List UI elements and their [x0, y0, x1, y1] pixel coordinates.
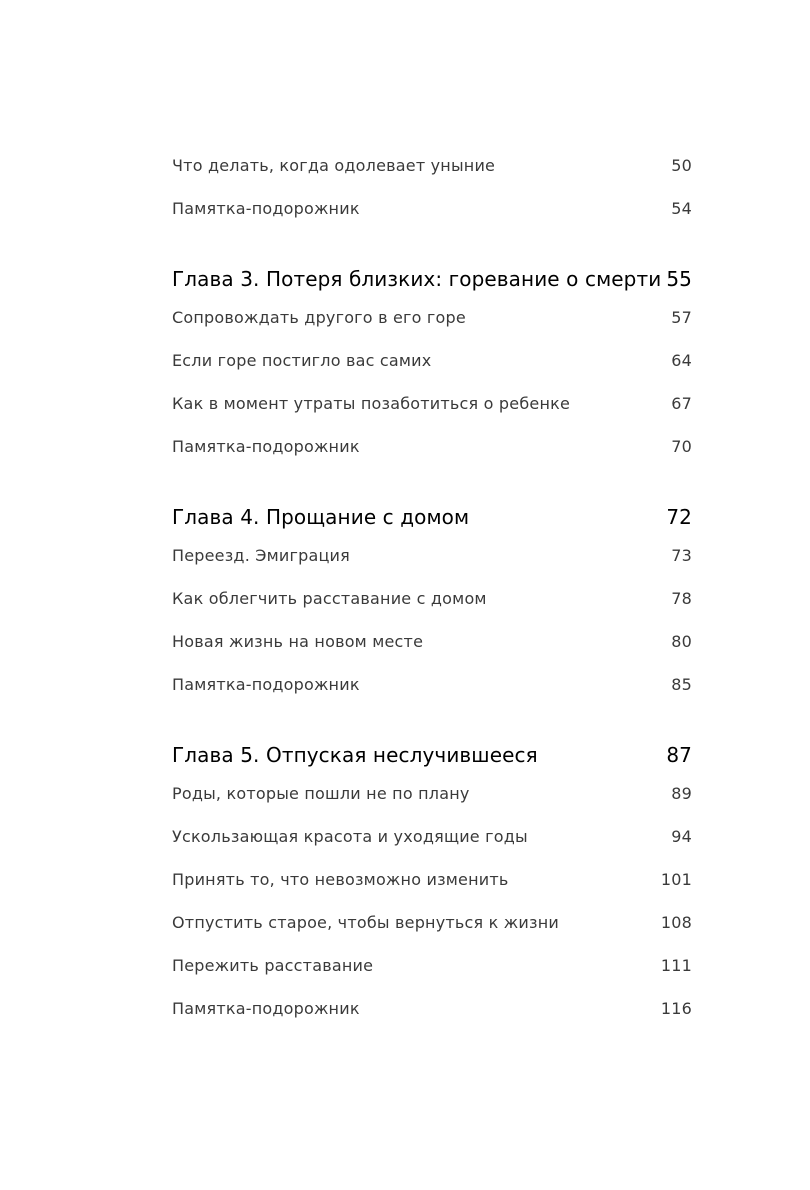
toc-entry — [172, 827, 692, 846]
chapter-title: Глава 3. Потеря близких: горевание о смерти — [172, 267, 662, 291]
toc-entry-title: Ускользающая красота и уходящие годы — [172, 827, 528, 846]
toc-entry-title: Памятка-подорожник — [172, 437, 360, 456]
toc-entry-page: 50 — [671, 156, 692, 175]
toc-entry — [172, 156, 692, 175]
toc-entry-title: Новая жизнь на новом месте — [172, 632, 424, 651]
chapter-page: 55 — [666, 267, 692, 291]
toc-entry-title: Памятка-подорожник — [172, 199, 360, 218]
toc-entry-page: 57 — [671, 308, 692, 327]
toc-entry — [172, 956, 692, 975]
toc-entry — [172, 394, 692, 413]
toc-entry — [172, 913, 692, 932]
toc-entry-page: 116 — [660, 999, 692, 1018]
toc-entry-page: 64 — [671, 351, 692, 370]
toc-entry-title: Что делать, когда одолевает уныние — [172, 156, 496, 175]
toc-entry-page: 89 — [671, 784, 692, 803]
chapter-heading — [172, 743, 692, 767]
toc-entry-title: Памятка-подорожник — [172, 675, 360, 694]
toc-entry-title: Пережить расставание — [172, 956, 374, 975]
toc-entry-page: 73 — [671, 546, 692, 565]
toc-entry — [172, 675, 692, 694]
toc-entry — [172, 589, 692, 608]
toc-entry-page: 111 — [660, 956, 692, 975]
toc-entry — [172, 437, 692, 456]
toc-entry-title: Переезд. Эмиграция — [172, 546, 350, 565]
toc-entry-title: Роды, которые пошли не по плану — [172, 784, 470, 803]
toc-entry-page: 101 — [660, 870, 692, 889]
chapter-page: 72 — [666, 505, 692, 529]
chapter-title: Глава 4. Прощание с домом — [172, 505, 470, 529]
toc-entry-title: Если горе постигло вас самих — [172, 351, 432, 370]
toc-entry — [172, 632, 692, 651]
chapter-heading — [172, 267, 692, 291]
toc-entry — [172, 308, 692, 327]
toc-entry-title: Принять то, что невозможно изменить — [172, 870, 509, 889]
chapter-title: Глава 5. Отпуская неслучившееся — [172, 743, 538, 767]
chapter-heading — [172, 505, 692, 529]
toc-entry-title: Отпустить старое, чтобы вернуться к жизни — [172, 913, 559, 932]
toc-entry-page: 85 — [671, 675, 692, 694]
toc-entry — [172, 870, 692, 889]
toc-entry-page: 94 — [671, 827, 692, 846]
toc-entry — [172, 999, 692, 1018]
toc-entry-page: 80 — [671, 632, 692, 651]
toc-entry — [172, 784, 692, 803]
toc-entry-title: Памятка-подорожник — [172, 999, 360, 1018]
toc-entry-page: 70 — [671, 437, 692, 456]
toc-entry-page: 78 — [671, 589, 692, 608]
toc-entry-page: 67 — [671, 394, 692, 413]
toc-entry — [172, 546, 692, 565]
toc-entry — [172, 199, 692, 218]
toc-entry-title: Как в момент утраты позаботиться о ребенке — [172, 394, 571, 413]
toc-entry-title: Как облегчить расставание с домом — [172, 589, 487, 608]
toc-entry — [172, 351, 692, 370]
toc-entry-title: Сопровождать другого в его горе — [172, 308, 466, 327]
chapter-page: 87 — [666, 743, 692, 767]
toc-entry-page: 54 — [671, 199, 692, 218]
toc-entry-page: 108 — [660, 913, 692, 932]
